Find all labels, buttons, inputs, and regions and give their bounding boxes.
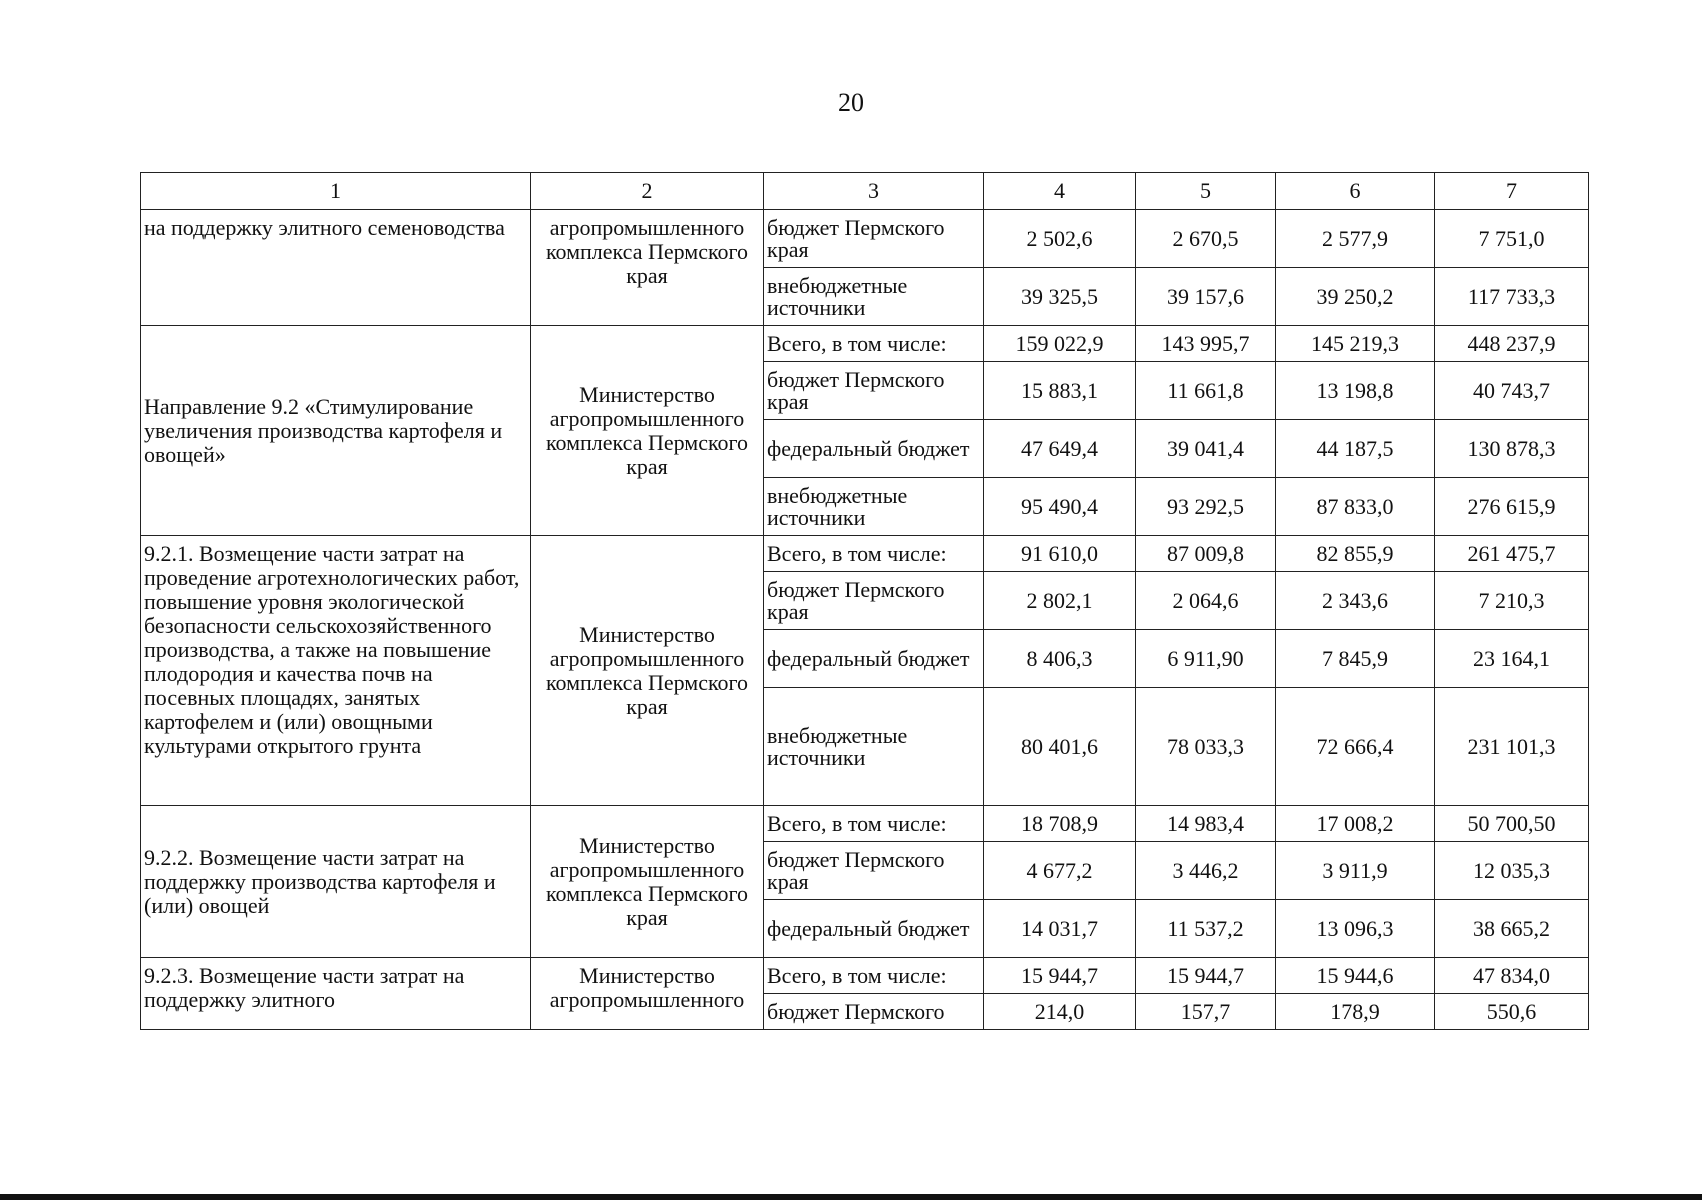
value-cell: 95 490,4 bbox=[984, 478, 1136, 536]
value-cell: 39 041,4 bbox=[1136, 420, 1276, 478]
header-cell-7: 7 bbox=[1435, 173, 1589, 210]
value-cell: 14 031,7 bbox=[984, 900, 1136, 958]
value-cell: 23 164,1 bbox=[1435, 630, 1589, 688]
value-cell: 80 401,6 bbox=[984, 688, 1136, 806]
value-cell: 7 751,0 bbox=[1435, 210, 1589, 268]
value-cell: 13 198,8 bbox=[1276, 362, 1435, 420]
table-header-row bbox=[141, 173, 1589, 210]
value-cell: 2 802,1 bbox=[984, 572, 1136, 630]
value-cell: 6 911,90 bbox=[1136, 630, 1276, 688]
funding-source-cell: Всего, в том числе: bbox=[764, 536, 984, 572]
header-cell-4: 4 bbox=[984, 173, 1136, 210]
funding-source-cell: бюджет Пермского края bbox=[764, 572, 984, 630]
value-cell: 11 661,8 bbox=[1136, 362, 1276, 420]
value-cell: 44 187,5 bbox=[1276, 420, 1435, 478]
value-cell: 39 250,2 bbox=[1276, 268, 1435, 326]
funding-source-cell: Всего, в том числе: bbox=[764, 806, 984, 842]
value-cell: 214,0 bbox=[984, 994, 1136, 1030]
value-cell: 15 944,7 bbox=[984, 958, 1136, 994]
value-cell: 18 708,9 bbox=[984, 806, 1136, 842]
funding-source-cell: федеральный бюджет bbox=[764, 630, 984, 688]
funding-table-wrapper bbox=[140, 172, 1588, 1030]
value-cell: 157,7 bbox=[1136, 994, 1276, 1030]
header-cell-5: 5 bbox=[1136, 173, 1276, 210]
value-cell: 117 733,3 bbox=[1435, 268, 1589, 326]
value-cell: 231 101,3 bbox=[1435, 688, 1589, 806]
measure-name-cell: 9.2.3. Возмещение части затрат на поддержку элитного bbox=[141, 958, 531, 1030]
organization-cell: Министерство агропромышленного bbox=[531, 958, 764, 1030]
measure-name-cell: 9.2.1. Возмещение части затрат на проведение агротехнологических работ, повышение уровня экологической безопасности сельскохозяйственного производства, а также на повышение плодородия и качества почв на посевных площадях, занятых картофелем и (или) овощными культурами открытого грунта bbox=[141, 536, 531, 806]
funding-source-cell: федеральный бюджет bbox=[764, 900, 984, 958]
value-cell: 3 911,9 bbox=[1276, 842, 1435, 900]
value-cell: 91 610,0 bbox=[984, 536, 1136, 572]
scan-edge-line bbox=[0, 1194, 1702, 1200]
value-cell: 3 446,2 bbox=[1136, 842, 1276, 900]
funding-table bbox=[140, 172, 1589, 1030]
header-cell-2: 2 bbox=[531, 173, 764, 210]
value-cell: 2 502,6 bbox=[984, 210, 1136, 268]
measure-name-cell: 9.2.2. Возмещение части затрат на поддержку производства картофеля и (или) овощей bbox=[141, 806, 531, 958]
value-cell: 550,6 bbox=[1435, 994, 1589, 1030]
value-cell: 50 700,50 bbox=[1435, 806, 1589, 842]
value-cell: 13 096,3 bbox=[1276, 900, 1435, 958]
value-cell: 12 035,3 bbox=[1435, 842, 1589, 900]
funding-source-cell: внебюджетные источники bbox=[764, 268, 984, 326]
funding-source-cell: бюджет Пермского края bbox=[764, 362, 984, 420]
value-cell: 15 944,6 bbox=[1276, 958, 1435, 994]
header-cell-1: 1 bbox=[141, 173, 531, 210]
page-number: 20 bbox=[838, 88, 864, 117]
organization-cell: Министерство агропромышленного комплекса Пермского края bbox=[531, 536, 764, 806]
header-cell-3: 3 bbox=[764, 173, 984, 210]
header-cell-6: 6 bbox=[1276, 173, 1435, 210]
funding-source-cell: внебюджетные источники bbox=[764, 688, 984, 806]
value-cell: 2 670,5 bbox=[1136, 210, 1276, 268]
table-row bbox=[141, 958, 1589, 994]
value-cell: 145 219,3 bbox=[1276, 326, 1435, 362]
funding-source-cell: бюджет Пермского края bbox=[764, 842, 984, 900]
value-cell: 72 666,4 bbox=[1276, 688, 1435, 806]
organization-cell: Министерство агропромышленного комплекса Пермского края bbox=[531, 806, 764, 958]
value-cell: 8 406,3 bbox=[984, 630, 1136, 688]
value-cell: 178,9 bbox=[1276, 994, 1435, 1030]
table-row bbox=[141, 536, 1589, 572]
table-row bbox=[141, 210, 1589, 268]
value-cell: 2 577,9 bbox=[1276, 210, 1435, 268]
table-row bbox=[141, 806, 1589, 842]
value-cell: 143 995,7 bbox=[1136, 326, 1276, 362]
value-cell: 93 292,5 bbox=[1136, 478, 1276, 536]
value-cell: 4 677,2 bbox=[984, 842, 1136, 900]
value-cell: 276 615,9 bbox=[1435, 478, 1589, 536]
value-cell: 78 033,3 bbox=[1136, 688, 1276, 806]
funding-source-cell: Всего, в том числе: bbox=[764, 326, 984, 362]
funding-source-cell: федеральный бюджет bbox=[764, 420, 984, 478]
value-cell: 15 883,1 bbox=[984, 362, 1136, 420]
value-cell: 87 833,0 bbox=[1276, 478, 1435, 536]
value-cell: 40 743,7 bbox=[1435, 362, 1589, 420]
organization-cell: агропромышленного комплекса Пермского края bbox=[531, 210, 764, 326]
value-cell: 82 855,9 bbox=[1276, 536, 1435, 572]
value-cell: 2 064,6 bbox=[1136, 572, 1276, 630]
value-cell: 39 325,5 bbox=[984, 268, 1136, 326]
value-cell: 11 537,2 bbox=[1136, 900, 1276, 958]
table-row bbox=[141, 326, 1589, 362]
value-cell: 47 649,4 bbox=[984, 420, 1136, 478]
value-cell: 47 834,0 bbox=[1435, 958, 1589, 994]
funding-source-cell: бюджет Пермского края bbox=[764, 210, 984, 268]
value-cell: 2 343,6 bbox=[1276, 572, 1435, 630]
value-cell: 159 022,9 bbox=[984, 326, 1136, 362]
organization-cell: Министерство агропромышленного комплекса Пермского края bbox=[531, 326, 764, 536]
value-cell: 7 845,9 bbox=[1276, 630, 1435, 688]
funding-source-cell: Всего, в том числе: bbox=[764, 958, 984, 994]
funding-source-cell: внебюджетные источники bbox=[764, 478, 984, 536]
value-cell: 39 157,6 bbox=[1136, 268, 1276, 326]
value-cell: 7 210,3 bbox=[1435, 572, 1589, 630]
measure-name-cell: Направление 9.2 «Стимулирование увеличения производства картофеля и овощей» bbox=[141, 326, 531, 536]
value-cell: 261 475,7 bbox=[1435, 536, 1589, 572]
value-cell: 87 009,8 bbox=[1136, 536, 1276, 572]
value-cell: 130 878,3 bbox=[1435, 420, 1589, 478]
value-cell: 448 237,9 bbox=[1435, 326, 1589, 362]
measure-name-cell: на поддержку элитного семеноводства bbox=[141, 210, 531, 326]
funding-source-cell: бюджет Пермского bbox=[764, 994, 984, 1030]
value-cell: 15 944,7 bbox=[1136, 958, 1276, 994]
value-cell: 17 008,2 bbox=[1276, 806, 1435, 842]
value-cell: 14 983,4 bbox=[1136, 806, 1276, 842]
value-cell: 38 665,2 bbox=[1435, 900, 1589, 958]
